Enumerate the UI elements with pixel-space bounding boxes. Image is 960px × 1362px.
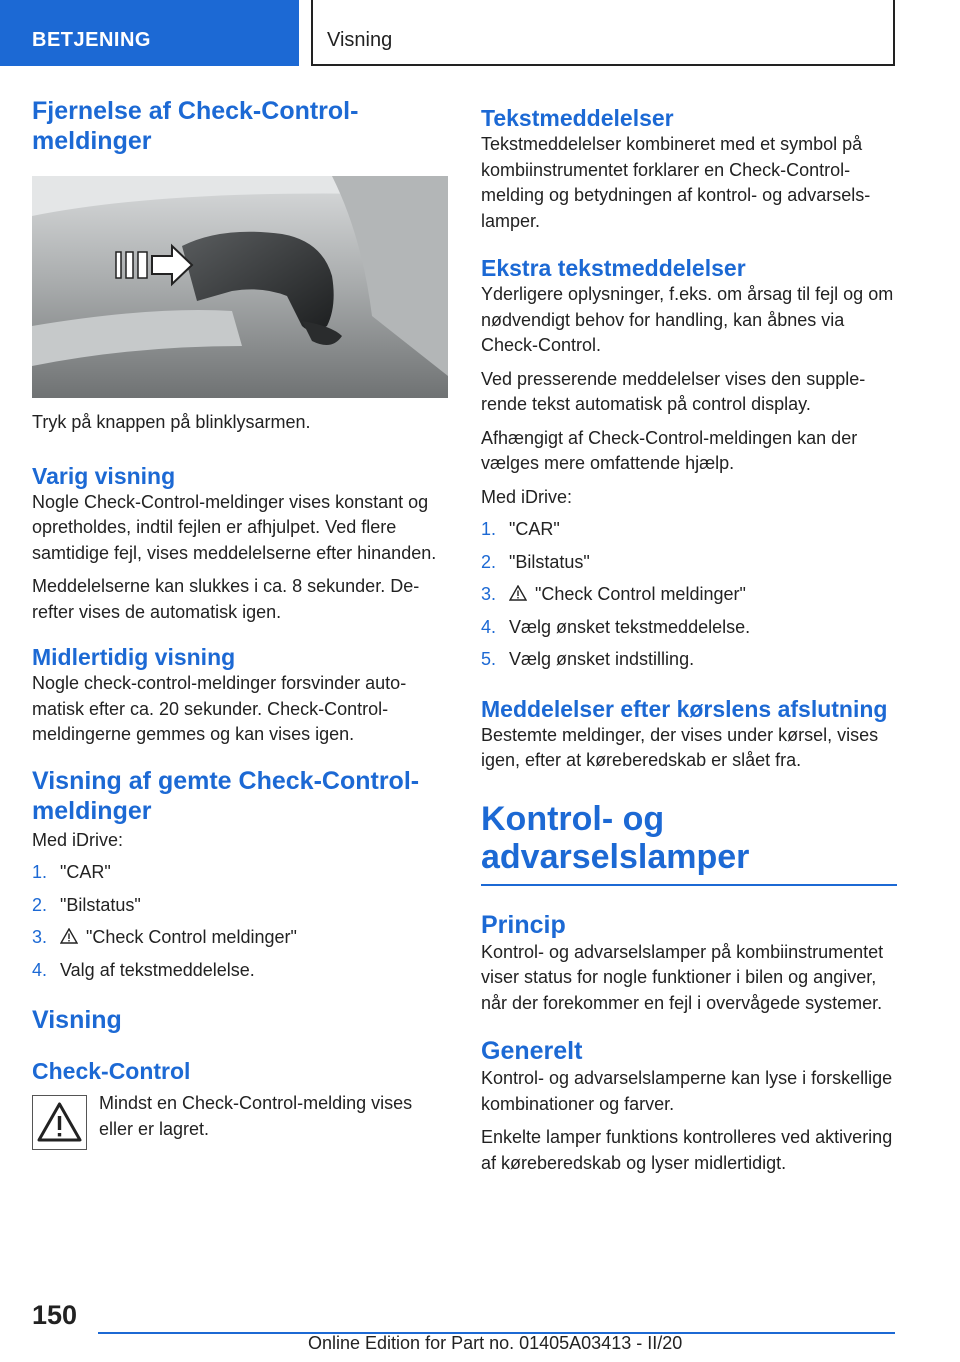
warning-triangle-icon [32,1095,87,1150]
general-paragraph-2: Enkelte lamper funktions kontrolleres ved aktivering af køreberedskab og lyser midlertidigt. [481,1127,893,1173]
chapter-title: Visning [311,0,895,66]
stored-intro: Med iDrive: [32,829,124,850]
list-item: 2. "Bilstatus" [32,894,141,915]
heading-remove-messages: Fjernelse af Check-Control-meldinger [32,97,359,155]
heading-permanent-display: Varig visning [32,462,176,489]
edition-text: Online Edition for Part no. 01405A03413 - II/20 [308,1333,683,1353]
permanent-paragraph-2: Meddelelserne kan slukkes i ca. 8 sekunder. Derefter vises de automatisk igen. [32,576,420,622]
list-item: 3. "Check Control meldinger" [32,927,297,947]
extra-paragraph-1: Yderligere oplysninger, f.eks. om årsag til fejl og om nødvendigt behov for handling, kan åbnes via Check-Control. [481,284,894,355]
heading-display: Visning [32,1006,122,1034]
right-column [481,104,897,1176]
check-control-symbol-row [32,1091,448,1142]
text-messages-paragraph: Tekstmeddelelser kombineret med et symbol på kombiinstrumentet forklarer en Check-Control-melding og betydningen af kontrol- og advarselslamper. [481,134,871,231]
heading-principle: Princip [481,910,566,939]
heading-temporary-display: Midlertidig visning [32,644,236,670]
extra-paragraph-3: Afhængigt af Check-Control-meldingen kan der vælges mere omfattende hjælp. [481,427,858,473]
list-item: 3. "Check Control meldinger" [481,584,746,604]
heading-text-messages: Tekstmeddelelser [481,105,674,131]
list-item: 1. "CAR" [32,862,111,882]
heading-check-control: Check-Control [32,1058,191,1084]
left-column [32,96,448,1142]
list-item: 1. "CAR" [481,519,560,539]
heading-general: Generelt [481,1037,583,1065]
list-item: 4. Vælg ønsket tekstmeddelelse. [481,616,751,637]
stored-steps-list [32,860,448,983]
list-item: 4. Valg af tekstmeddelelse. [32,959,255,980]
section-tab: BETJENING [0,0,299,66]
extra-paragraph-2: Ved presserende meddelelser vises den supplerende tekst automatisk på control display. [481,368,866,414]
page-number: 150 [32,1300,78,1330]
warning-triangle-icon [509,585,527,601]
photo-caption: Tryk på knappen på blinklysarmen. [32,412,311,432]
extra-steps-list [481,517,897,673]
permanent-paragraph-1: Nogle Check-Control-meldinger vises konstant og opretholdes, indtil fejlen er afhjulpet. Ved flere samtidige fejl, vises meddelelserne efter hinanden. [32,491,437,563]
list-item: 2. "Bilstatus" [481,551,590,572]
temporary-paragraph: Nogle check-control-meldinger forsvinder automatisk efter ca. 20 sekunder. Check-Control-meldingerne gemmes og kan vises igen. [32,673,407,744]
list-item: 5. Vælg ønsket indstilling. [481,649,695,669]
warning-triangle-icon [60,928,78,944]
heading-warning-lamps: Kontrol- og advarselslamper [481,799,750,876]
heading-extra-text-messages: Ekstra tekstmeddelelser [481,255,746,281]
lever-illustration [32,176,448,398]
extra-intro: Med iDrive: [481,486,573,507]
general-paragraph-1: Kontrol- og advarselslamperne kan lyse i forskellige kombinationer og farver. [481,1068,893,1114]
page-header [0,0,960,66]
principle-paragraph: Kontrol- og advarselslamper på kombiinstrumentet viser status for nogle funktioner i bilen og angiver, når der forekommer en fejl i overvågede systemer. [481,941,884,1013]
heading-messages-after-trip: Meddelelser efter kørslens afslutning [481,695,888,722]
after-trip-paragraph: Bestemte meldinger, der vises under kørsel, vises igen, efter at køreberedskab er slået fra. [481,724,879,770]
heading-stored-messages: Visning af gemte Check-Control-meldinger [32,766,420,825]
turn-signal-lever-photo [32,176,448,398]
check-control-description: Mindst en Check-Control-melding vises eller er lagret. [99,1093,413,1139]
